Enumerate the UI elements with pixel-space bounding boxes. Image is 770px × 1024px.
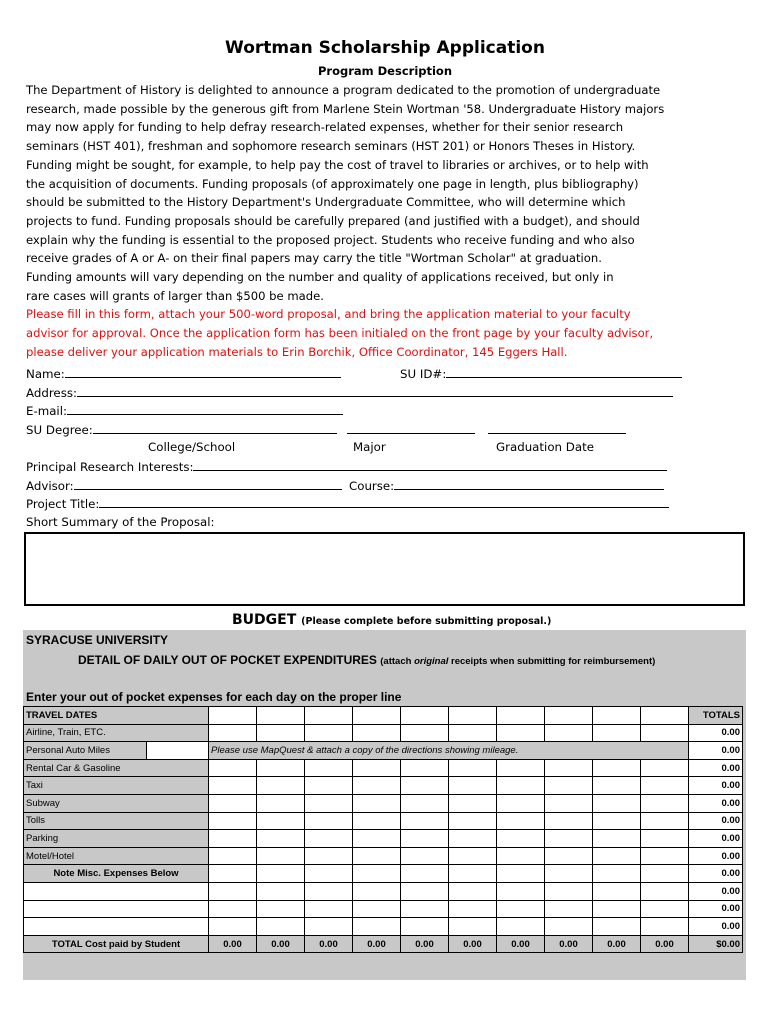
- table-row: [24, 777, 743, 795]
- email-input-line[interactable]: [67, 403, 343, 415]
- enter-expenses-instruction: Enter your out of pocket expenses for each day on the proper line: [26, 690, 402, 704]
- row-total: 0.00: [689, 865, 743, 883]
- expense-cell[interactable]: [593, 847, 641, 865]
- expense-cell[interactable]: [401, 812, 449, 830]
- email-field[interactable]: [26, 403, 343, 418]
- expense-label: Motel/Hotel: [24, 847, 209, 865]
- row-total: 0.00: [689, 900, 743, 918]
- row-total: 0.00: [689, 724, 743, 742]
- day-total: 0.00: [449, 935, 497, 953]
- expense-cell[interactable]: [353, 918, 401, 936]
- expense-cell[interactable]: [257, 918, 305, 936]
- expense-cell[interactable]: [209, 847, 257, 865]
- expense-cell[interactable]: [593, 812, 641, 830]
- expense-cell[interactable]: [401, 900, 449, 918]
- expense-cell[interactable]: [401, 794, 449, 812]
- principal-research-label: Principal Research Interests:: [26, 460, 194, 474]
- expense-table: [23, 706, 743, 953]
- row-total: 0.00: [689, 812, 743, 830]
- expense-label: Tolls: [24, 812, 209, 830]
- expense-cell[interactable]: [449, 724, 497, 742]
- description-line: explain why the funding is essential to the proposed project. Students who receive funding and who also: [26, 232, 635, 247]
- instruction-line: please deliver your application materials to Erin Borchik, Office Coordinator, 145 Eggers Hall.: [26, 344, 568, 359]
- table-row: [24, 794, 743, 812]
- expense-cell[interactable]: [353, 900, 401, 918]
- total-cost-label: TOTAL Cost paid by Student: [24, 935, 209, 953]
- row-total: 0.00: [689, 918, 743, 936]
- expense-cell[interactable]: [257, 847, 305, 865]
- expense-cell[interactable]: [449, 882, 497, 900]
- expense-cell[interactable]: [209, 865, 257, 883]
- expenditures-heading: [78, 653, 655, 667]
- misc-expenses-header: Note Misc. Expenses Below: [24, 865, 209, 883]
- instruction-line: Please fill in this form, attach your 500-word proposal, and bring the application material to your faculty: [26, 307, 631, 322]
- expense-cell[interactable]: [257, 794, 305, 812]
- expense-cell[interactable]: [305, 918, 353, 936]
- expense-cell[interactable]: [401, 759, 449, 777]
- day-total: 0.00: [497, 935, 545, 953]
- row-total: 0.00: [689, 830, 743, 848]
- expense-cell[interactable]: [353, 882, 401, 900]
- date-cell[interactable]: [305, 707, 353, 725]
- expense-cell[interactable]: [305, 759, 353, 777]
- expense-cell[interactable]: [593, 724, 641, 742]
- expense-cell[interactable]: [641, 812, 689, 830]
- expenditures-note-pre: (attach: [380, 656, 415, 667]
- expenditures-note-em: original: [414, 656, 449, 667]
- expense-cell[interactable]: [449, 794, 497, 812]
- expense-cell[interactable]: [449, 830, 497, 848]
- expense-cell[interactable]: [401, 830, 449, 848]
- expense-cell[interactable]: [497, 759, 545, 777]
- su-id-input-line[interactable]: [446, 366, 682, 378]
- date-cell[interactable]: [449, 707, 497, 725]
- date-cell[interactable]: [209, 707, 257, 725]
- major-input-line[interactable]: [347, 422, 475, 434]
- expense-cell[interactable]: [401, 918, 449, 936]
- expense-label: Airline, Train, ETC.: [24, 724, 209, 742]
- expense-cell[interactable]: [257, 777, 305, 795]
- row-total: 0.00: [689, 742, 743, 760]
- day-total: 0.00: [401, 935, 449, 953]
- day-total: 0.00: [593, 935, 641, 953]
- date-cell[interactable]: [497, 707, 545, 725]
- expense-cell[interactable]: [449, 847, 497, 865]
- mapquest-note: Please use MapQuest & attach a copy of the directions showing mileage.: [209, 742, 689, 760]
- page-title: Wortman Scholarship Application: [225, 38, 545, 58]
- expense-cell[interactable]: [545, 918, 593, 936]
- day-total: 0.00: [545, 935, 593, 953]
- email-label: E-mail:: [26, 404, 67, 418]
- expense-cell[interactable]: [641, 794, 689, 812]
- expense-cell[interactable]: [641, 830, 689, 848]
- row-total: 0.00: [689, 777, 743, 795]
- expense-cell[interactable]: [401, 847, 449, 865]
- expense-cell[interactable]: [593, 759, 641, 777]
- expense-cell[interactable]: [497, 918, 545, 936]
- expense-cell[interactable]: [545, 724, 593, 742]
- expense-cell[interactable]: [305, 900, 353, 918]
- expense-cell[interactable]: [257, 882, 305, 900]
- grand-total: $0.00: [689, 935, 743, 953]
- description-line: may now apply for funding to help defray research-related expenses, whether for their senior research: [26, 120, 624, 135]
- expense-cell[interactable]: [593, 900, 641, 918]
- expense-cell[interactable]: [497, 830, 545, 848]
- expense-label: Taxi: [24, 777, 209, 795]
- expense-cell[interactable]: [209, 882, 257, 900]
- table-row: [24, 812, 743, 830]
- budget-heading: BUDGET: [232, 612, 297, 628]
- expense-cell[interactable]: [545, 812, 593, 830]
- expense-cell[interactable]: [641, 724, 689, 742]
- expense-cell[interactable]: [209, 794, 257, 812]
- expense-cell[interactable]: [401, 724, 449, 742]
- expense-cell[interactable]: [353, 847, 401, 865]
- description-line: receive grades of A or A- on their final papers may carry the title "Wortman Scholar" at graduation.: [26, 251, 602, 266]
- expense-cell[interactable]: [497, 882, 545, 900]
- name-field[interactable]: [26, 366, 341, 381]
- expense-cell[interactable]: [305, 812, 353, 830]
- expense-cell[interactable]: [209, 812, 257, 830]
- name-input-line[interactable]: [65, 366, 341, 378]
- row-total: 0.00: [689, 847, 743, 865]
- table-row: [24, 742, 743, 760]
- table-row: [24, 759, 743, 777]
- short-summary-input[interactable]: [24, 532, 745, 606]
- expense-cell[interactable]: [305, 865, 353, 883]
- travel-dates-header: TRAVEL DATES: [24, 707, 209, 725]
- advisor-field[interactable]: [26, 478, 342, 493]
- program-description: [26, 81, 746, 362]
- college-school-caption: College/School: [148, 440, 236, 454]
- description-line: The Department of History is delighted to announce a program dedicated to the promotion of undergraduate: [26, 83, 661, 97]
- college-input-line[interactable]: [93, 422, 337, 434]
- graduation-date-caption: Graduation Date: [496, 440, 594, 454]
- expense-cell[interactable]: [593, 830, 641, 848]
- expense-cell[interactable]: [305, 882, 353, 900]
- su-id-field[interactable]: [400, 366, 682, 381]
- expense-cell[interactable]: [209, 830, 257, 848]
- description-line: should be submitted to the History Department's Undergraduate Committee, who will determine which: [26, 195, 626, 210]
- expense-cell[interactable]: [545, 847, 593, 865]
- expense-cell[interactable]: [257, 865, 305, 883]
- expense-cell[interactable]: [641, 882, 689, 900]
- expense-label: Parking: [24, 830, 209, 848]
- description-line: projects to fund. Funding proposals should be carefully prepared (and justified with a budget), and should: [26, 213, 640, 228]
- advisor-label: Advisor:: [26, 479, 74, 493]
- expense-cell[interactable]: [353, 830, 401, 848]
- expense-cell[interactable]: [353, 724, 401, 742]
- expense-cell[interactable]: [305, 724, 353, 742]
- advisor-input-line[interactable]: [74, 478, 342, 490]
- table-row: [24, 830, 743, 848]
- university-name: SYRACUSE UNIVERSITY: [26, 633, 169, 647]
- misc-label-input[interactable]: [24, 900, 209, 918]
- expense-cell[interactable]: [497, 724, 545, 742]
- expense-cell[interactable]: [641, 847, 689, 865]
- expense-cell[interactable]: [305, 847, 353, 865]
- expense-cell[interactable]: [497, 794, 545, 812]
- expense-cell[interactable]: [641, 900, 689, 918]
- expense-cell[interactable]: [401, 882, 449, 900]
- expense-label: Rental Car & Gasoline: [24, 759, 209, 777]
- expense-cell[interactable]: [257, 830, 305, 848]
- expense-cell[interactable]: [353, 812, 401, 830]
- expense-cell[interactable]: [305, 777, 353, 795]
- date-cell[interactable]: [353, 707, 401, 725]
- misc-row: [24, 918, 743, 936]
- expense-cell[interactable]: [353, 865, 401, 883]
- description-line: Funding amounts will vary depending on the number and quality of applications received, but only in: [26, 270, 614, 285]
- expense-cell[interactable]: [209, 724, 257, 742]
- expense-cell[interactable]: [545, 830, 593, 848]
- budget-note: (Please complete before submitting proposal.): [301, 616, 552, 627]
- address-input-line[interactable]: [77, 385, 673, 397]
- row-total: 0.00: [689, 794, 743, 812]
- expense-cell[interactable]: [257, 812, 305, 830]
- expense-cell[interactable]: [257, 724, 305, 742]
- expense-cell[interactable]: [641, 865, 689, 883]
- expense-cell[interactable]: [209, 918, 257, 936]
- day-total: 0.00: [257, 935, 305, 953]
- expenditures-note-post: receipts when submitting for reimbursement): [448, 656, 656, 667]
- address-field[interactable]: [26, 385, 673, 400]
- su-degree-label: SU Degree:: [26, 423, 93, 437]
- expense-cell[interactable]: [593, 777, 641, 795]
- course-input-line[interactable]: [394, 478, 664, 490]
- expense-cell[interactable]: [449, 759, 497, 777]
- expense-cell[interactable]: [497, 900, 545, 918]
- expense-cell[interactable]: [449, 918, 497, 936]
- day-total: 0.00: [641, 935, 689, 953]
- expense-cell[interactable]: [545, 900, 593, 918]
- expense-cell[interactable]: [545, 777, 593, 795]
- day-total: 0.00: [209, 935, 257, 953]
- expense-cell[interactable]: [593, 882, 641, 900]
- mileage-input[interactable]: [147, 742, 209, 760]
- expense-cell[interactable]: [449, 865, 497, 883]
- major-caption: Major: [353, 440, 386, 454]
- day-total: 0.00: [353, 935, 401, 953]
- date-cell[interactable]: [593, 707, 641, 725]
- expense-cell[interactable]: [641, 918, 689, 936]
- principal-research-field[interactable]: [26, 459, 667, 474]
- day-total: 0.00: [305, 935, 353, 953]
- expense-label: Personal Auto Miles: [24, 742, 147, 760]
- expense-cell[interactable]: [497, 812, 545, 830]
- expense-cell[interactable]: [305, 794, 353, 812]
- su-id-label: SU ID#:: [400, 367, 447, 381]
- principal-research-input-line[interactable]: [193, 459, 667, 471]
- expense-cell[interactable]: [401, 777, 449, 795]
- table-row: [24, 724, 743, 742]
- description-line: rare cases will grants of larger than $500 be made.: [26, 288, 324, 303]
- budget-title: [232, 612, 551, 628]
- misc-label-input[interactable]: [24, 918, 209, 936]
- description-line: research, made possible by the generous gift from Marlene Stein Wortman '58. Undergraduate History majors: [26, 101, 665, 116]
- date-cell[interactable]: [545, 707, 593, 725]
- expense-cell[interactable]: [593, 865, 641, 883]
- expense-cell[interactable]: [593, 794, 641, 812]
- expense-cell[interactable]: [449, 777, 497, 795]
- project-title-label: Project Title:: [26, 497, 100, 511]
- expense-cell[interactable]: [641, 759, 689, 777]
- expense-cell[interactable]: [641, 777, 689, 795]
- row-total: 0.00: [689, 882, 743, 900]
- expense-cell[interactable]: [209, 759, 257, 777]
- expense-cell[interactable]: [257, 759, 305, 777]
- expense-cell[interactable]: [593, 918, 641, 936]
- misc-label-input[interactable]: [24, 882, 209, 900]
- address-label: Address:: [26, 386, 77, 400]
- table-row: [24, 847, 743, 865]
- project-title-field[interactable]: [26, 496, 669, 511]
- expense-cell[interactable]: [545, 759, 593, 777]
- expense-cell[interactable]: [401, 865, 449, 883]
- expense-cell[interactable]: [545, 865, 593, 883]
- expense-label: Subway: [24, 794, 209, 812]
- expense-cell[interactable]: [449, 900, 497, 918]
- graduation-date-input-line[interactable]: [488, 422, 626, 434]
- expense-cell[interactable]: [545, 794, 593, 812]
- expense-cell[interactable]: [545, 882, 593, 900]
- misc-row: [24, 900, 743, 918]
- sum-row: [24, 935, 743, 953]
- project-title-input-line[interactable]: [99, 496, 669, 508]
- expense-cell[interactable]: [209, 900, 257, 918]
- description-line: Funding might be sought, for example, to help pay the cost of travel to libraries or archives, or to help with: [26, 157, 649, 172]
- expense-cell[interactable]: [305, 830, 353, 848]
- date-cell[interactable]: [257, 707, 305, 725]
- date-cell[interactable]: [641, 707, 689, 725]
- expense-cell[interactable]: [353, 794, 401, 812]
- section-subtitle: Program Description: [317, 64, 453, 78]
- instruction-line: advisor for approval. Once the application form has been initialed on the front page by your faculty advisor,: [26, 326, 654, 341]
- expense-cell[interactable]: [257, 900, 305, 918]
- expenditures-heading-main: DETAIL OF DAILY OUT OF POCKET EXPENDITURES: [78, 653, 377, 667]
- description-line: seminars (HST 401), freshman and sophomore research seminars (HST 201) or Honors Theses in History.: [26, 139, 636, 154]
- expense-cell[interactable]: [353, 777, 401, 795]
- expense-cell[interactable]: [209, 777, 257, 795]
- course-field[interactable]: [349, 478, 664, 493]
- course-label: Course:: [349, 479, 395, 493]
- row-total: 0.00: [689, 759, 743, 777]
- misc-row: [24, 882, 743, 900]
- su-degree-field[interactable]: [26, 422, 626, 437]
- expense-cell[interactable]: [497, 777, 545, 795]
- date-cell[interactable]: [401, 707, 449, 725]
- expense-cell[interactable]: [449, 812, 497, 830]
- totals-header: TOTALS: [689, 707, 743, 725]
- expense-cell[interactable]: [497, 865, 545, 883]
- misc-header-row: [24, 865, 743, 883]
- expense-cell[interactable]: [497, 847, 545, 865]
- description-line: the acquisition of documents. Funding proposals (of approximately one page in length, plus bibliography): [26, 176, 639, 191]
- name-label: Name:: [26, 367, 65, 381]
- expense-cell[interactable]: [353, 759, 401, 777]
- table-header-row: [24, 707, 743, 725]
- short-summary-label: Short Summary of the Proposal:: [26, 515, 215, 529]
